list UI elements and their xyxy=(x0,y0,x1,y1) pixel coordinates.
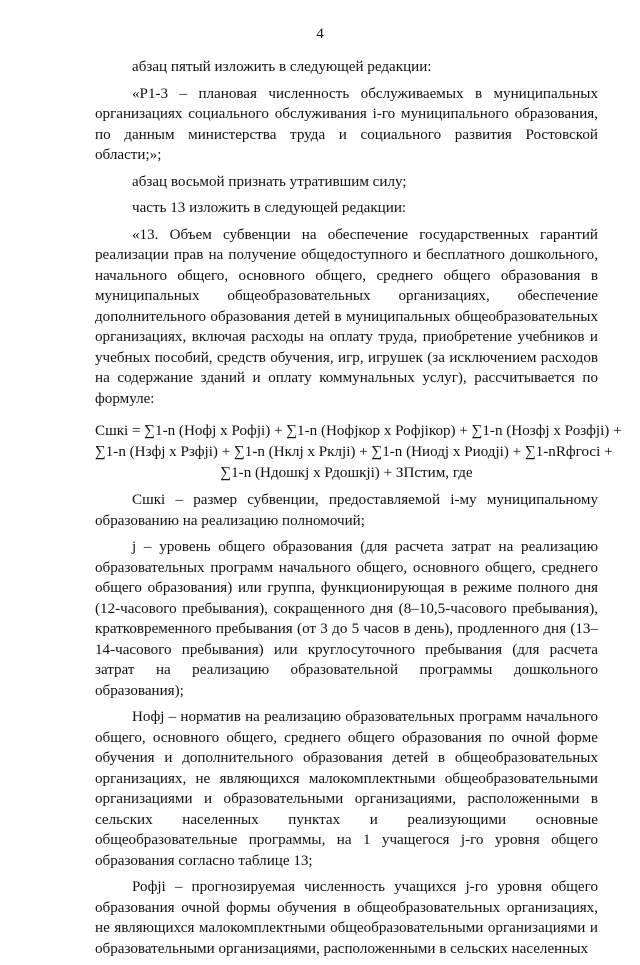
formula-line-3: ∑1-n (Ндошкj х Рдошкji) + ЗПстим, где xyxy=(220,465,473,481)
formula-line-1: Сшкi = ∑1-n (Нофj х Рофji) + ∑1-n (Нофjкор х Рофjiкор) + ∑1-n (Нозфj х Розфji) + xyxy=(95,423,622,439)
page-number: 4 xyxy=(316,26,324,42)
formula xyxy=(95,421,622,484)
document-body xyxy=(95,57,622,965)
definition-sshk: Сшкi – размер субвенции, предоставляемой i-му муниципальному образованию на реализацию полномочий; xyxy=(95,492,598,529)
definition-j: j – уровень общего образования (для расчета затрат на реализацию образовательных программ начального общего, основного общего, среднего общего образования) или группа, функционирующая в режиме полного дня (12-часового пребывания), сокращенного дня (8–10,5-часового пребывания), кратковременного пребывания (от 3 до 5 часов в день), продленного дня (13–14-часового пребывания) или круглосуточного пребывания (для расчета затрат на реализацию образовательной программы дошкольного образования); xyxy=(95,539,598,699)
definition-nof: Нофj – норматив на реализацию образовательных программ начального общего, основного общего, среднего общего образования по очной форме обучения и дополнительного образования детей в общеобразовательных организациях, не являющихся малокомплектными общеобразовательными организациями и образовательными организациями, расположенными в сельских населенных пунктах и реализующими основные общеобразовательные программы, на 1 учащегося j-го уровня общего образования согласно таблице 13; xyxy=(95,709,598,869)
paragraph-2: «Р1-3 – плановая численность обслуживаемых в муниципальных организациях социального обслуживания i-го муниципального образования, по данным министерства труда и социального развития Ростовской области;»; xyxy=(95,85,598,163)
paragraph-1: абзац пятый изложить в следующей редакции: xyxy=(132,59,432,75)
definition-rof: Рофji – прогнозируемая численность учащихся j-го уровня общего образования очной формы обучения в общеобразовательных организациях, не являющихся малокомплектными общеобразовательными организациями и образовательными организациями, расположенными в сельских населенных xyxy=(95,879,598,957)
paragraph-3: абзац восьмой признать утратившим силу; xyxy=(132,173,407,190)
formula-line-2: ∑1-n (Нзфj х Рзфji) + ∑1-n (Нклj х Рклji) + ∑1-n (Ниодj х Риодji) + ∑1-nRфгосi + xyxy=(95,444,613,460)
paragraph-5: «13. Объем субвенции на обеспечение государственных гарантий реализации прав на получение общедоступного и бесплатного дошкольного, начального общего, основного общего, среднего общего образования в муниципальных общеобразовательных организациях, обеспечение дополнительного образования детей в муниципальных общеобразовательных организациях, включая расходы на оплату труда, приобретение учебников и учебных пособий, средств обучения, игр, игрушек (за исключением расходов на содержание зданий и оплату коммунальных услуг), рассчитывается по формуле: xyxy=(95,226,598,407)
paragraph-4: часть 13 изложить в следующей редакции: xyxy=(132,200,407,216)
